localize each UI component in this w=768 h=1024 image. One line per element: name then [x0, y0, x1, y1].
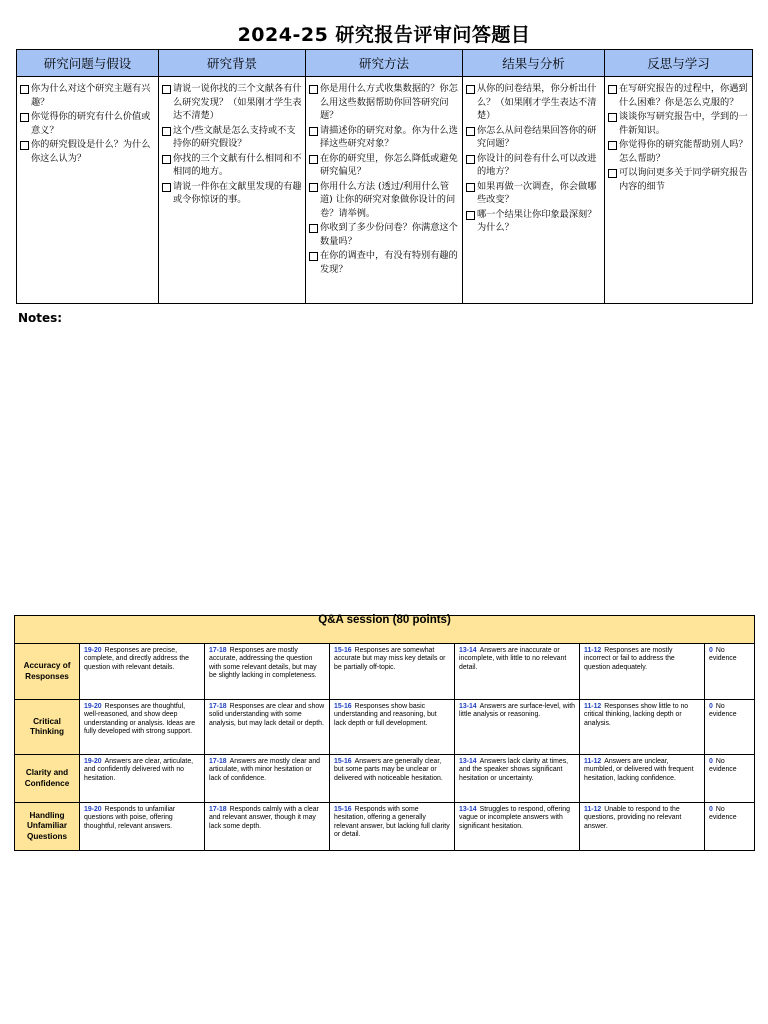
question-text: 你是用什么方式收集数据的？你怎么用这些数据帮助你回答研究问题？ — [320, 83, 458, 121]
question-text: 你找的三个文献有什么相同和不相同的地方。 — [173, 152, 302, 177]
question-text: 从你的问卷结果，你分析出什么？（如果刚才学生表达不清楚） — [477, 83, 597, 121]
column-header-research-question: 研究问题与假设 — [17, 50, 159, 77]
checkbox[interactable] — [466, 85, 475, 94]
checkbox[interactable] — [162, 183, 171, 192]
question-text: 如果再做一次调查，你会做哪些改变？ — [477, 180, 597, 205]
level-cell — [455, 644, 580, 700]
notes-label: Notes: — [18, 311, 63, 325]
level-description: Answers are mostly clear and articulate, with minor hesitation or lack of confidence. — [209, 758, 321, 782]
score-range: 13-14 — [459, 806, 477, 813]
checkbox[interactable] — [162, 85, 171, 94]
question-item — [162, 124, 302, 151]
level-description: Responses are clear and show solid understanding with some analysis, but may lack detail or depth. — [209, 703, 325, 727]
level-cell — [705, 700, 755, 755]
checkbox[interactable] — [309, 183, 318, 192]
question-text: 谈谈你写研究报告中，学到的一件新知识。 — [619, 111, 748, 136]
level-description: Responses are mostly incorrect or fail to address the question adequately. — [584, 647, 675, 671]
level-cell — [330, 700, 455, 755]
question-item — [466, 152, 601, 179]
score-range: 11-12 — [584, 647, 602, 654]
level-description: Unable to respond to the questions, providing no relevant answer. — [584, 806, 682, 830]
criterion-label: Accuracy of Responses — [15, 644, 80, 700]
checkbox[interactable] — [309, 224, 318, 233]
question-text: 你设计的问卷有什么可以改进的地方？ — [477, 152, 597, 177]
score-range: 11-12 — [584, 758, 602, 765]
question-item — [20, 138, 155, 165]
question-table-header-row — [17, 50, 753, 77]
question-item — [466, 180, 601, 207]
score-range: 13-14 — [459, 703, 477, 710]
rubric-row-critical-thinking — [15, 700, 755, 755]
level-description: Responds calmly with a clear and relevant answer, though it may lack some depth. — [209, 806, 319, 830]
checkbox[interactable] — [466, 183, 475, 192]
checkbox[interactable] — [309, 155, 318, 164]
score-range: 0 — [709, 647, 713, 654]
level-cell — [80, 700, 205, 755]
level-description: Responses show little to no critical thinking, lacking depth or analysis. — [584, 703, 689, 727]
score-range: 17-18 — [209, 703, 227, 710]
level-cell — [330, 755, 455, 803]
rubric-table — [14, 615, 755, 851]
question-item — [608, 138, 749, 165]
criterion-label: Clarity and Confidence — [15, 755, 80, 803]
question-item — [20, 82, 155, 109]
question-cell-reflection — [605, 77, 753, 304]
checkbox[interactable] — [608, 169, 617, 178]
checkbox[interactable] — [608, 85, 617, 94]
rubric-row-clarity — [15, 755, 755, 803]
score-range: 11-12 — [584, 703, 602, 710]
rubric-title: Q&A session (80 points) — [15, 616, 755, 644]
question-text: 可以询问更多关于同学研究报告内容的细节 — [619, 167, 748, 192]
question-item — [309, 221, 459, 248]
checkbox[interactable] — [162, 127, 171, 136]
rubric-title-row — [15, 616, 755, 644]
level-cell — [580, 803, 705, 851]
column-header-results: 结果与分析 — [463, 50, 605, 77]
column-header-reflection: 反思与学习 — [605, 50, 753, 77]
column-header-method: 研究方法 — [306, 50, 463, 77]
level-description: Answers are inaccurate or incomplete, with little to no relevant detail. — [459, 647, 567, 671]
score-range: 15-16 — [334, 647, 352, 654]
score-range: 15-16 — [334, 703, 352, 710]
question-item — [162, 152, 302, 179]
question-cell-results — [463, 77, 605, 304]
level-cell — [455, 700, 580, 755]
question-text: 请描述你的研究对象。你为什么选择这些研究对象？ — [320, 124, 458, 149]
rubric-row-accuracy — [15, 644, 755, 700]
level-description: Responses are precise, complete, and directly address the question with relevant details. — [84, 647, 189, 671]
checkbox[interactable] — [162, 155, 171, 164]
criterion-label: Handling Unfamiliar Questions — [15, 803, 80, 851]
checkbox[interactable] — [466, 155, 475, 164]
level-cell — [205, 755, 330, 803]
level-cell — [330, 803, 455, 851]
question-item — [162, 180, 302, 207]
question-item — [466, 208, 601, 235]
question-item — [309, 180, 459, 221]
question-text: 你用什么方法 (透过/利用什么管道) 让你的研究对象做你设计的问卷？请举例。 — [320, 180, 456, 219]
score-range: 19-20 — [84, 806, 102, 813]
checkbox[interactable] — [466, 127, 475, 136]
question-item — [309, 82, 459, 123]
checkbox[interactable] — [608, 113, 617, 122]
score-range: 15-16 — [334, 758, 352, 765]
question-table — [16, 49, 753, 304]
level-description: Responses are thoughtful, well-reasoned, and show deep understanding or analysis. Ideas are fully developed with strong support. — [84, 703, 196, 736]
level-cell — [705, 644, 755, 700]
level-description: Answers are clear, articulate, and confidently delivered with no hesitation. — [84, 758, 194, 782]
question-text: 在写研究报告的过程中，你遇到什么困难？你是怎么克服的？ — [619, 83, 748, 108]
score-range: 13-14 — [459, 758, 477, 765]
question-text: 你的研究假设是什么？为什么你这么认为？ — [31, 139, 151, 164]
question-item — [309, 249, 459, 276]
score-range: 15-16 — [334, 806, 352, 813]
question-text: 在你的研究里，你怎么降低或避免研究偏见？ — [320, 152, 458, 177]
question-cell-background — [159, 77, 306, 304]
question-item — [20, 110, 155, 137]
level-description: Answers lack clarity at times, and the speaker shows significant hesitation or uncertainty. — [459, 758, 569, 782]
level-description: Responses are mostly accurate, addressing the question with some relevant details, but may be slightly lacking in completeness. — [209, 647, 317, 680]
level-description: Answers are surface-level, with little analysis or reasoning. — [459, 703, 575, 719]
level-cell — [455, 755, 580, 803]
score-range: 0 — [709, 758, 713, 765]
question-text: 在你的调查中，有没有特别有趣的发现？ — [320, 250, 458, 275]
question-cell-research-question — [17, 77, 159, 304]
checkbox[interactable] — [309, 85, 318, 94]
score-range: 17-18 — [209, 647, 227, 654]
level-description: No evidence — [709, 647, 737, 663]
level-cell — [330, 644, 455, 700]
checkbox[interactable] — [309, 127, 318, 136]
question-table-body-row — [17, 77, 753, 304]
score-range: 17-18 — [209, 758, 227, 765]
level-cell — [580, 700, 705, 755]
score-range: 11-12 — [584, 806, 602, 813]
question-text: 你觉得你的研究能帮助别人吗？怎么帮助？ — [619, 139, 748, 164]
level-cell — [205, 644, 330, 700]
checkbox[interactable] — [309, 252, 318, 261]
level-description: Responds with some hesitation, offering a generally relevant answer, but lacking full clarity or detail. — [334, 806, 450, 839]
question-text: 这个/些文献是怎么支持或不支持你的研究假设？ — [173, 124, 296, 149]
column-header-background: 研究背景 — [159, 50, 306, 77]
level-description: Struggles to respond, offering vague or incomplete answers with significant hesitation. — [459, 806, 570, 830]
question-text: 你怎么从问卷结果回答你的研究问题？ — [477, 124, 597, 149]
level-cell — [580, 644, 705, 700]
score-range: 13-14 — [459, 647, 477, 654]
level-cell — [80, 803, 205, 851]
score-range: 19-20 — [84, 647, 102, 654]
question-item — [466, 124, 601, 151]
level-description: Responses are somewhat accurate but may miss key details or be partially off-topic. — [334, 647, 446, 671]
score-range: 17-18 — [209, 806, 227, 813]
level-cell — [205, 803, 330, 851]
score-range: 19-20 — [84, 758, 102, 765]
question-cell-method — [306, 77, 463, 304]
score-range: 19-20 — [84, 703, 102, 710]
question-item — [162, 82, 302, 123]
level-description: No evidence — [709, 806, 737, 822]
question-text: 请说一件你在文献里发现的有趣或令你惊讶的事。 — [173, 180, 302, 205]
level-description: No evidence — [709, 758, 737, 774]
level-cell — [205, 700, 330, 755]
question-item — [309, 124, 459, 151]
question-item — [608, 110, 749, 137]
rubric-row-unfamiliar-questions — [15, 803, 755, 851]
checkbox[interactable] — [20, 141, 29, 150]
question-text: 你为什么对这个研究主题有兴趣？ — [31, 83, 151, 108]
question-text: 哪一个结果让你印象最深刻？为什么？ — [477, 208, 597, 233]
question-item — [466, 82, 601, 123]
question-item — [309, 152, 459, 179]
score-range: 0 — [709, 703, 713, 710]
question-item — [608, 82, 749, 109]
checkbox[interactable] — [466, 211, 475, 220]
level-cell — [80, 755, 205, 803]
level-description: Responses show basic understanding and reasoning, but lack depth or full development. — [334, 703, 437, 727]
question-item — [608, 166, 749, 193]
page-title: 2024-25 研究报告评审问答题目 — [237, 24, 531, 46]
level-cell — [705, 803, 755, 851]
score-range: 0 — [709, 806, 713, 813]
level-description: Answers are unclear, mumbled, or delivered with frequent hesitation, lacking confidence. — [584, 758, 694, 782]
level-cell — [80, 644, 205, 700]
level-description: Answers are generally clear, but some parts may be unclear or delivered with noticeable hesitation. — [334, 758, 443, 782]
checkbox[interactable] — [20, 85, 29, 94]
level-cell — [455, 803, 580, 851]
checkbox[interactable] — [20, 113, 29, 122]
question-text: 请说一说你找的三个文献各有什么研究发现？（如果刚才学生表达不清楚） — [173, 83, 302, 121]
criterion-label: Critical Thinking — [15, 700, 80, 755]
level-cell — [580, 755, 705, 803]
level-description: Responds to unfamiliar questions with poise, offering thoughtful, relevant answers. — [84, 806, 176, 830]
checkbox[interactable] — [608, 141, 617, 150]
question-text: 你收到了多少份问卷？你满意这个数量吗？ — [320, 222, 458, 247]
question-text: 你觉得你的研究有什么价值或意义？ — [31, 111, 151, 136]
level-description: No evidence — [709, 703, 737, 719]
level-cell — [705, 755, 755, 803]
